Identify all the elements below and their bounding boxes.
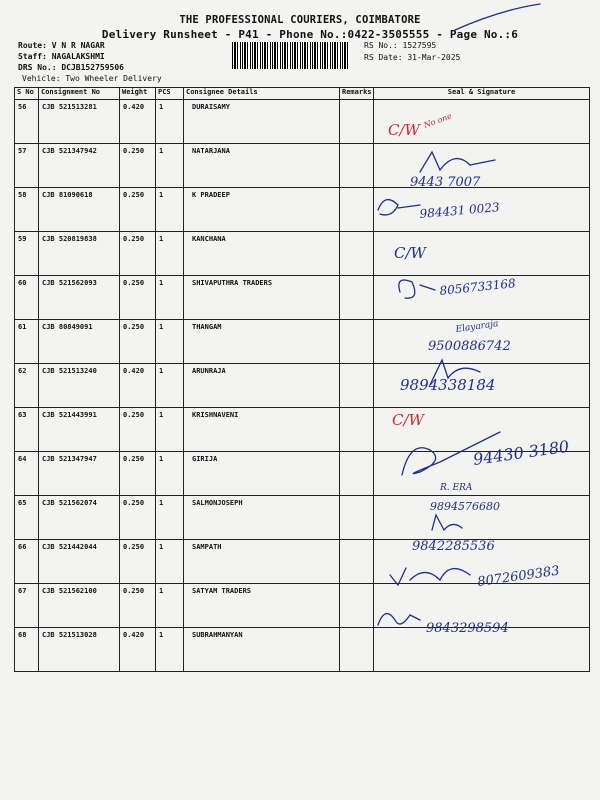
cell-consignee: KANCHANA xyxy=(184,232,340,276)
cell-consignee: SATYAM TRADERS xyxy=(184,584,340,628)
cell-consignee: SALMONJOSEPH xyxy=(184,496,340,540)
cell-remarks xyxy=(340,364,374,408)
hw-r66: 9842285536 xyxy=(412,539,495,554)
col-signature: Seal & Signature xyxy=(374,88,590,100)
table-header-row xyxy=(15,88,590,100)
cell-consignment-no: CJB 521442044 xyxy=(39,540,120,584)
cell-weight: 0.250 xyxy=(120,276,156,320)
cell-remarks xyxy=(340,188,374,232)
hw-r62-name: Elayaraja xyxy=(455,319,500,335)
cell-consignment-no: CJB 521562093 xyxy=(39,276,120,320)
cell-remarks xyxy=(340,100,374,144)
cell-pcs: 1 xyxy=(156,540,184,584)
company-name: THE PROFESSIONAL COURIERS, COIMBATORE xyxy=(179,14,421,26)
cell-consignment-no: CJB 521562074 xyxy=(39,496,120,540)
hw-r64: 94430 3180 xyxy=(471,436,571,469)
cell-remarks xyxy=(340,232,374,276)
cell-consignment-no: CJB 521443991 xyxy=(39,408,120,452)
cell-weight: 0.250 xyxy=(120,232,156,276)
cell-weight: 0.250 xyxy=(120,496,156,540)
runsheet-title: Delivery Runsheet - P41 - Phone No.:0422-3505555 - Page No.:6 xyxy=(101,28,519,41)
table-row xyxy=(15,496,590,540)
cell-signature xyxy=(374,276,590,320)
hw-r59: C/W xyxy=(394,244,426,262)
table-row xyxy=(15,408,590,452)
cell-signature xyxy=(374,100,590,144)
cell-sno: 62 xyxy=(15,364,39,408)
col-consignee: Consignee Details xyxy=(184,88,340,100)
cell-weight: 0.250 xyxy=(120,408,156,452)
rs-number: RS No.: 1527595 xyxy=(364,41,437,50)
cell-weight: 0.250 xyxy=(120,144,156,188)
cell-consignment-no: CJB 521347947 xyxy=(39,452,120,496)
cell-sno: 66 xyxy=(15,540,39,584)
cell-remarks xyxy=(340,276,374,320)
cell-signature xyxy=(374,408,590,452)
cell-weight: 0.250 xyxy=(120,540,156,584)
cell-consignee: K PRADEEP xyxy=(184,188,340,232)
cell-consignee: SAMPATH xyxy=(184,540,340,584)
barcode xyxy=(232,42,350,69)
hw-r58: 984431 0023 xyxy=(419,200,501,221)
vehicle-label: Vehicle: Two Wheeler Delivery xyxy=(22,74,162,83)
cell-signature xyxy=(374,540,590,584)
table-row xyxy=(15,232,590,276)
cell-remarks xyxy=(340,584,374,628)
hw-r67: 8072609383 xyxy=(476,563,561,590)
cell-consignment-no: CJB 521513281 xyxy=(39,100,120,144)
cell-signature xyxy=(374,232,590,276)
table-row xyxy=(15,540,590,584)
cell-pcs: 1 xyxy=(156,144,184,188)
cell-consignment-no: CJB 521513240 xyxy=(39,364,120,408)
hw-r60: 8056733168 xyxy=(438,276,517,298)
cell-pcs: 1 xyxy=(156,584,184,628)
cell-consignee: DURAISAMY xyxy=(184,100,340,144)
hw-r65-name: R. ERA xyxy=(440,483,473,493)
col-remarks: Remarks xyxy=(340,88,374,100)
hw-r65: 9894576680 xyxy=(430,500,500,513)
cell-weight: 0.250 xyxy=(120,452,156,496)
cell-remarks xyxy=(340,408,374,452)
cell-remarks xyxy=(340,496,374,540)
table-row xyxy=(15,452,590,496)
hw-r63: 9894338184 xyxy=(400,376,496,394)
cell-pcs: 1 xyxy=(156,320,184,364)
hw-r62: 9500886742 xyxy=(428,339,511,354)
cell-signature xyxy=(374,320,590,364)
runsheet-table xyxy=(14,87,590,672)
cell-signature xyxy=(374,364,590,408)
cell-sno: 61 xyxy=(15,320,39,364)
route-label: Route: V N R NAGAR xyxy=(18,41,105,50)
cell-pcs: 1 xyxy=(156,496,184,540)
cell-signature xyxy=(374,144,590,188)
drs-label: DRS No.: DCJB152759506 xyxy=(18,63,124,72)
cell-pcs: 1 xyxy=(156,364,184,408)
cell-sno: 67 xyxy=(15,584,39,628)
cell-consignee: NATARJANA xyxy=(184,144,340,188)
table-row xyxy=(15,364,590,408)
cell-weight: 0.420 xyxy=(120,100,156,144)
table-row xyxy=(15,584,590,628)
cell-pcs: 1 xyxy=(156,232,184,276)
cell-remarks xyxy=(340,628,374,672)
cell-consignee: GIRIJA xyxy=(184,452,340,496)
cell-consignment-no: CJB 520819838 xyxy=(39,232,120,276)
cell-pcs: 1 xyxy=(156,628,184,672)
cell-pcs: 1 xyxy=(156,452,184,496)
cell-remarks xyxy=(340,452,374,496)
cell-consignee: SUBRAHMANYAN xyxy=(184,628,340,672)
cell-consignment-no: CJB 81090618 xyxy=(39,188,120,232)
table-row xyxy=(15,188,590,232)
hw-r68: 9843298594 xyxy=(426,621,509,636)
cell-signature xyxy=(374,628,590,672)
cell-consignment-no: CJB 521513028 xyxy=(39,628,120,672)
cell-sno: 65 xyxy=(15,496,39,540)
cell-signature xyxy=(374,584,590,628)
cell-signature xyxy=(374,452,590,496)
table-row xyxy=(15,100,590,144)
cell-weight: 0.420 xyxy=(120,364,156,408)
col-weight: Weight xyxy=(120,88,156,100)
cell-pcs: 1 xyxy=(156,276,184,320)
cell-sno: 59 xyxy=(15,232,39,276)
cell-weight: 0.420 xyxy=(120,628,156,672)
table-row xyxy=(15,320,590,364)
cell-consignee: ARUNRAJA xyxy=(184,364,340,408)
cell-weight: 0.250 xyxy=(120,584,156,628)
cell-consignment-no: CJB 521562100 xyxy=(39,584,120,628)
cell-consignee: KRISHNAVENI xyxy=(184,408,340,452)
col-sno: S No xyxy=(15,88,39,100)
cell-sno: 63 xyxy=(15,408,39,452)
hw-r64-cw: C/W xyxy=(392,411,424,429)
table-row xyxy=(15,276,590,320)
cell-weight: 0.250 xyxy=(120,188,156,232)
cell-consignee: SHIVAPUTHRA TRADERS xyxy=(184,276,340,320)
table-row xyxy=(15,144,590,188)
rs-date: RS Date: 31-Mar-2025 xyxy=(364,53,461,62)
cell-signature xyxy=(374,188,590,232)
cell-remarks xyxy=(340,320,374,364)
cell-pcs: 1 xyxy=(156,100,184,144)
col-pcs: PCS xyxy=(156,88,184,100)
cell-sno: 58 xyxy=(15,188,39,232)
cell-sno: 57 xyxy=(15,144,39,188)
hw-r56-note: No one xyxy=(422,111,453,130)
cell-sno: 64 xyxy=(15,452,39,496)
cell-signature xyxy=(374,496,590,540)
cell-pcs: 1 xyxy=(156,408,184,452)
cell-consignment-no: CJB 521347942 xyxy=(39,144,120,188)
cell-weight: 0.250 xyxy=(120,320,156,364)
cell-consignee: THANGAM xyxy=(184,320,340,364)
cell-remarks xyxy=(340,144,374,188)
col-consignment: Consignment No xyxy=(39,88,120,100)
cell-consignment-no: CJB 80849091 xyxy=(39,320,120,364)
cell-sno: 56 xyxy=(15,100,39,144)
hw-r57: 9443 7007 xyxy=(410,175,481,190)
cell-pcs: 1 xyxy=(156,188,184,232)
hw-r56: C/W xyxy=(388,121,420,139)
staff-label: Staff: NAGALAKSHMI xyxy=(18,52,105,61)
cell-sno: 60 xyxy=(15,276,39,320)
cell-remarks xyxy=(340,540,374,584)
table-row xyxy=(15,628,590,672)
cell-sno: 68 xyxy=(15,628,39,672)
